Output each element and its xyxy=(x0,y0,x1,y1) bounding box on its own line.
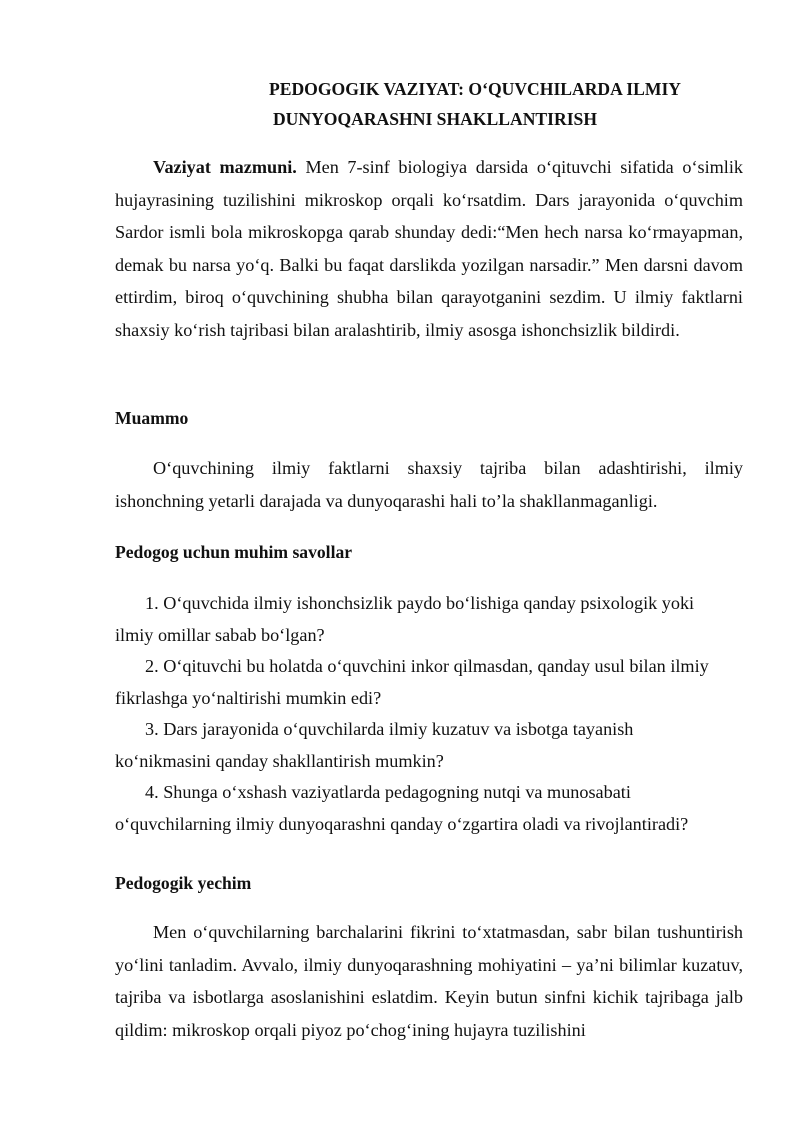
question-line-1: 4. Shunga o‘xshash vaziyatlarda pedagogning nutqi va munosabati xyxy=(145,782,631,802)
question-line-2: o‘quvchilarning ilmiy dunyoqarashni qanday o‘zgartira oladi va rivojlantiradi? xyxy=(115,813,689,834)
situation-label: Vaziyat mazmuni. xyxy=(153,157,297,177)
question-item xyxy=(115,588,743,651)
question-line-2: ilmiy omillar sabab bo‘lgan? xyxy=(115,624,325,645)
problem-paragraph: O‘quvchining ilmiy faktlarni shaxsiy tajriba bilan adashtirishi, ilmiy ishonchning yetarli darajada va dunyoqarashi hali to’la shakllanmaganligi. xyxy=(115,458,743,511)
solution-heading: Pedogogik yechim xyxy=(115,873,252,893)
problem-heading: Muammo xyxy=(115,408,189,428)
question-item xyxy=(115,651,743,714)
solution-paragraph: Men o‘quvchilarning barchalarini fikrini to‘xtatmasdan, sabr bilan tushuntirish yo‘lini tanladim. Avvalo, ilmiy dunyoqarashning mohiyatini – ya’ni bilimlar kuzatuv, tajriba va isbotlarga asoslanishini eslatdim. Keyin butun sinfni kichik tajribaga jalb qildim: mikroskop orqali piyoz po‘chog‘ining hujayra tuzilishini xyxy=(115,922,743,1040)
question-item xyxy=(115,777,743,840)
document-title xyxy=(115,74,745,134)
questions-heading: Pedogog uchun muhim savollar xyxy=(115,542,353,562)
question-line-1: 2. O‘qituvchi bu holatda o‘quvchini inkor qilmasdan, qanday usul bilan ilmiy xyxy=(145,656,709,676)
question-line-1: 3. Dars jarayonida o‘quvchilarda ilmiy kuzatuv va isbotga tayanish xyxy=(145,719,634,739)
question-line-2: fikrlashga yo‘naltirishi mumkin edi? xyxy=(115,687,382,708)
situation-paragraph xyxy=(115,151,743,347)
situation-text: Men 7-sinf biologiya darsida o‘qituvchi sifatida o‘simlik hujayrasining tuzilishini mikroskop orqali ko‘rsatdim. Dars jarayonida o‘quvchim Sardor ismli bola mikroskopga qarab shunday dedi:“Men hech narsa ko‘rmayapman, demak bu narsa yo‘q. Balki bu faqat darslikda yozilgan narsadir.” Men darsni davom ettirdim, biroq o‘quvchining shubha bilan qarayotganini sezdim. U ilmiy faktlarni shaxsiy ko‘rish tajribasi bilan aralashtirib, ilmiy asosga ishonchsizlik bildirdi. xyxy=(115,157,743,340)
title-line-2: DUNYOQARASHNI SHAKLLANTIRISH xyxy=(272,109,598,129)
question-item xyxy=(115,714,743,777)
question-line-1: 1. O‘quvchida ilmiy ishonchsizlik paydo bo‘lishiga qanday psixologik yoki xyxy=(145,593,695,613)
title-line-1: PEDOGOGIK VAZIYAT: O‘QUVCHILARDA ILMIY xyxy=(268,79,682,99)
question-line-2: ko‘nikmasini qanday shakllantirish mumkin? xyxy=(115,750,444,771)
